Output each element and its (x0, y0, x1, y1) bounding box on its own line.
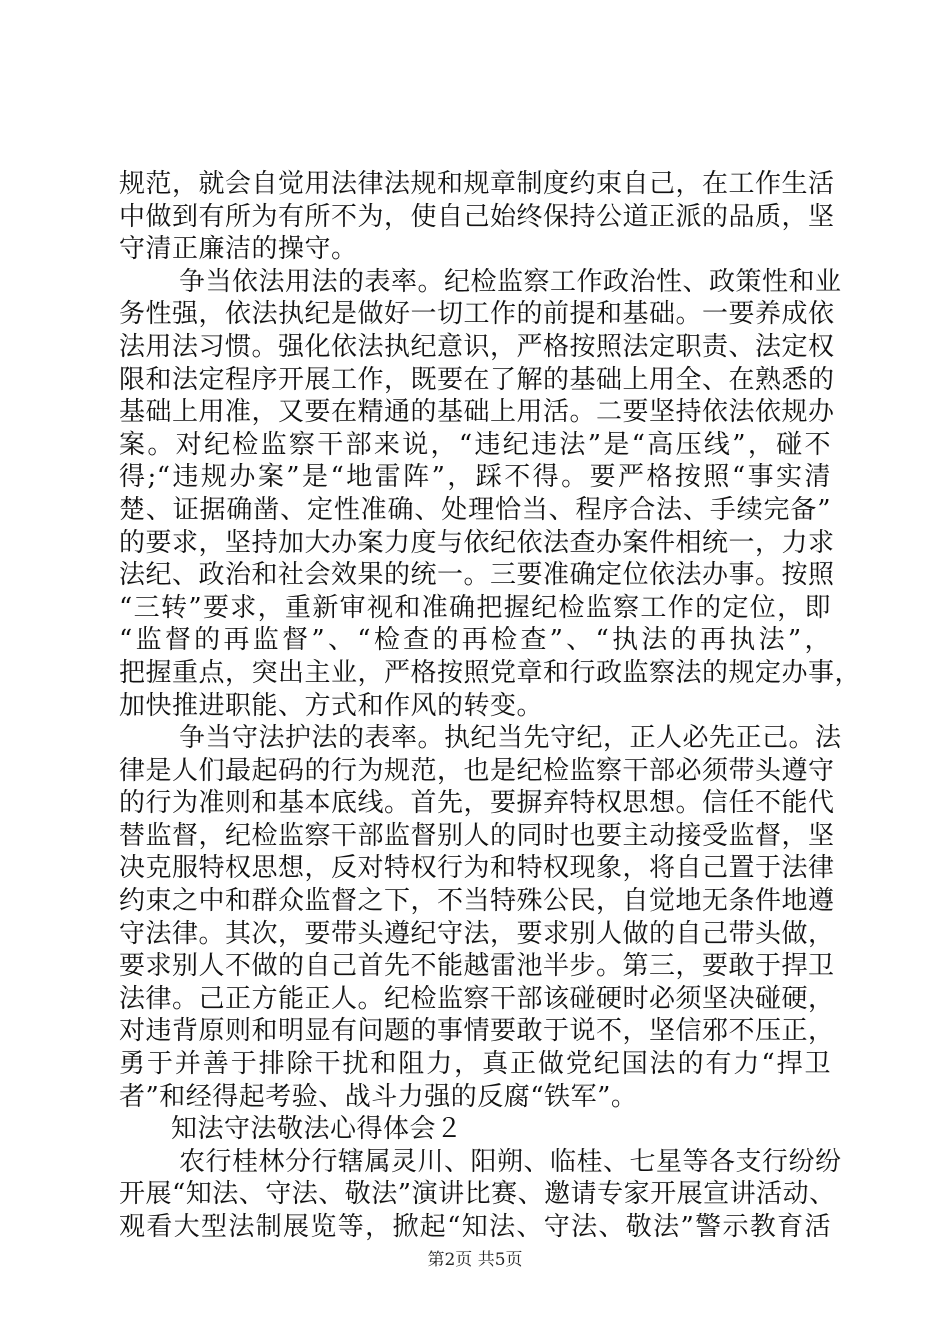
page-footer: 第2页 共5页 (427, 1250, 523, 1270)
text-line: 者”和经得起考验、战斗力强的反腐“铁军”。 (119, 1081, 638, 1112)
text-line: “监督的再监督”、“检查的再检查”、“执法的再执法”， (119, 625, 831, 656)
text-line: 的行为准则和基本底线。首先，要摒弃特权思想。信任不能代 (119, 788, 835, 819)
text-line: 加快推进职能、方式和作风的转变。 (119, 690, 544, 721)
text-line: 守法律。其次，要带头遵纪守法，要求别人做的自己带头做， (119, 918, 835, 949)
text-line: 基础上用准，又要在精通的基础上用活。二要坚持依法依规办 (119, 397, 835, 428)
text-line: 限和法定程序开展工作，既要在了解的基础上用全、在熟悉的 (119, 364, 835, 395)
text-line: 争当守法护法的表率。执纪当先守纪，正人必先正己。法 (179, 723, 842, 754)
text-line: 法用法习惯。强化依法执纪意识，严格按照法定职责、法定权 (119, 331, 835, 362)
text-line: 把握重点，突出主业，严格按照党章和行政监察法的规定办事， (119, 657, 862, 688)
text-line: 农行桂林分行辖属灵川、阳朔、临桂、七星等各支行纷纷 (179, 1146, 842, 1177)
text-line: 对违背原则和明显有问题的事情要敢于说不，坚信邪不压正， (119, 1016, 835, 1047)
text-line: 楚、证据确凿、定性准确、处理恰当、程序合法、手续完备” (119, 494, 831, 525)
text-line: 开展“知法、守法、敬法”演讲比赛、邀请专家开展宣讲活动、 (119, 1179, 836, 1210)
text-line: 法律。己正方能正人。纪检监察干部该碰硬时必须坚决碰硬， (119, 983, 835, 1014)
text-line: 决克服特权思想，反对特权行为和特权现象，将自己置于法律 (119, 853, 835, 884)
text-line: 规范，就会自觉用法律法规和规章制度约束自己，在工作生活 (119, 169, 835, 199)
text-line: 的要求，坚持加大办案力度与依纪依法查办案件相统一，力求 (119, 527, 835, 558)
text-line: 知法守法敬法心得体会２ (171, 1114, 463, 1145)
text-line: 案。对纪检监察干部来说，“违纪违法”是“高压线”，碰不 (119, 429, 831, 460)
text-line: 约束之中和群众监督之下，不当特殊公民，自觉地无条件地遵 (119, 886, 835, 917)
text-line: 替监督，纪检监察干部监督别人的同时也要主动接受监督，坚 (119, 820, 835, 851)
document-body (119, 168, 862, 1244)
text-line: 得;“违规办案”是“地雷阵”，踩不得。要严格按照“事实清 (119, 462, 831, 493)
text-line: 争当依法用法的表率。纪检监察工作政治性、政策性和业 (179, 266, 842, 297)
text-line: 勇于并善于排除干扰和阻力，真正做党纪国法的有力“捍卫 (119, 1049, 831, 1080)
text-line: 守清正廉洁的操守。 (119, 234, 358, 265)
text-line: 要求别人不做的自己首先不能越雷池半步。第三，要敢于捍卫 (119, 951, 835, 982)
text-line: 法纪、政治和社会效果的统一。三要准确定位依法办事。按照 (119, 560, 835, 591)
text-line: 律是人们最起码的行为规范，也是纪检监察干部必须带头遵守 (119, 755, 835, 786)
text-line: 中做到有所为有所不为，使自己始终保持公道正派的品质，坚 (119, 201, 835, 232)
text-line: “三转”要求，重新审视和准确把握纪检监察工作的定位，即 (119, 592, 831, 623)
text-line: 务性强，依法执纪是做好一切工作的前提和基础。一要养成依 (119, 299, 835, 330)
text-line: 观看大型法制展览等，掀起“知法、守法、敬法”警示教育活 (119, 1212, 831, 1242)
